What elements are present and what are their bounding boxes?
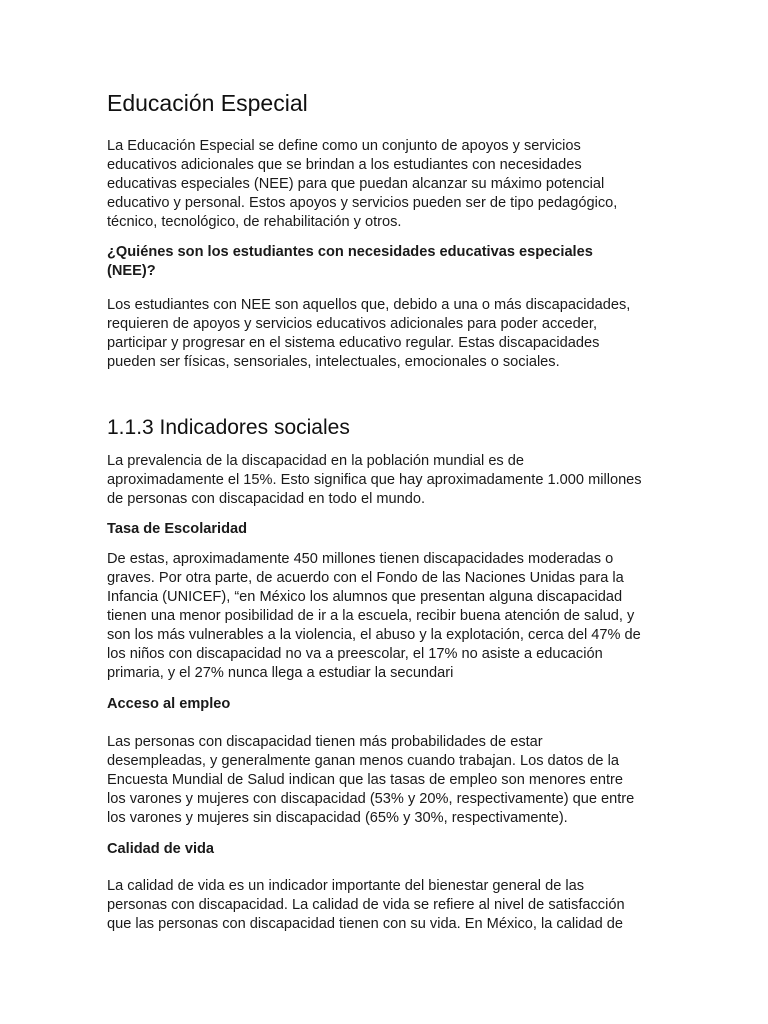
answer-line: Los estudiantes con NEE son aquellos que, debido a una o más discapacidades, bbox=[107, 297, 631, 313]
tasa-line: primaria, y el 27% nunca llega a estudiar la secundari bbox=[107, 665, 454, 681]
empleo-line: los varones y mujeres con discapacidad (53% y 20%, respectivamente) que entre bbox=[107, 791, 635, 807]
tasa-line: Infancia (UNICEF), “en México los alumnos que presentan alguna discapacidad bbox=[107, 589, 623, 605]
empleo-heading bbox=[107, 695, 667, 714]
prevalencia-line: La prevalencia de la discapacidad en la población mundial es de bbox=[107, 453, 525, 469]
tasa-line: son los más vulnerables a la violencia, el abuso y la explotación, cerca del 47% de bbox=[107, 627, 641, 643]
question-line: ¿Quiénes son los estudiantes con necesidades educativas especiales bbox=[107, 244, 593, 260]
answer-line: pueden ser físicas, sensoriales, intelectuales, emocionales o sociales. bbox=[107, 354, 560, 370]
intro-line: La Educación Especial se define como un conjunto de apoyos y servicios bbox=[107, 138, 581, 154]
intro-line: técnico, tecnológico, de rehabilitación y otros. bbox=[107, 214, 402, 230]
calidad-line: que las personas con discapacidad tienen con su vida. En México, la calidad de bbox=[107, 916, 623, 932]
question-line: (NEE)? bbox=[107, 263, 156, 279]
empleo-line: Las personas con discapacidad tienen más probabilidades de estar bbox=[107, 734, 543, 750]
document-title: Educación Especial bbox=[107, 90, 308, 116]
intro-paragraph bbox=[107, 137, 667, 232]
tasa-line: graves. Por otra parte, de acuerdo con el Fondo de las Naciones Unidas para la bbox=[107, 570, 624, 586]
empleo-line: los varones y mujeres sin discapacidad (65% y 30%, respectivamente). bbox=[107, 810, 568, 826]
answer-line: requieren de apoyos y servicios educativos adicionales para poder acceder, bbox=[107, 316, 597, 332]
calidad-paragraph bbox=[107, 877, 667, 934]
question-heading bbox=[107, 243, 667, 281]
calidad-heading-text: Calidad de vida bbox=[107, 841, 215, 857]
empleo-line: Encuesta Mundial de Salud indican que las tasas de empleo son menores entre bbox=[107, 772, 623, 788]
intro-line: educativo y personal. Estos apoyos y servicios pueden ser de tipo pedagógico, bbox=[107, 195, 618, 211]
prevalencia-line: de personas con discapacidad en todo el mundo. bbox=[107, 491, 426, 507]
intro-line: educativas especiales (NEE) para que puedan alcanzar su máximo potencial bbox=[107, 176, 605, 192]
tasa-heading bbox=[107, 520, 667, 539]
tasa-heading-text: Tasa de Escolaridad bbox=[107, 521, 248, 537]
indicadores-heading: 1.1.3 Indicadores sociales bbox=[107, 416, 350, 439]
empleo-paragraph bbox=[107, 733, 667, 828]
intro-line: educativos adicionales que se brindan a los estudiantes con necesidades bbox=[107, 157, 582, 173]
empleo-line: desempleadas, y generalmente ganan menos cuando trabajan. Los datos de la bbox=[107, 753, 619, 769]
prevalencia-line: aproximadamente el 15%. Esto significa que hay aproximadamente 1.000 millones bbox=[107, 472, 642, 488]
answer-paragraph bbox=[107, 296, 667, 372]
prevalencia-paragraph bbox=[107, 452, 667, 509]
tasa-paragraph bbox=[107, 550, 667, 683]
calidad-heading bbox=[107, 840, 667, 859]
calidad-line: La calidad de vida es un indicador importante del bienestar general de las bbox=[107, 878, 585, 894]
tasa-line: tienen una menor posibilidad de ir a la escuela, recibir buena atención de salud, y bbox=[107, 608, 635, 624]
tasa-line: De estas, aproximadamente 450 millones tienen discapacidades moderadas o bbox=[107, 551, 614, 567]
tasa-line: los niños con discapacidad no va a preescolar, el 17% no asiste a educación bbox=[107, 646, 603, 662]
empleo-heading-text: Acceso al empleo bbox=[107, 696, 231, 712]
calidad-line: personas con discapacidad. La calidad de vida se refiere al nivel de satisfacción bbox=[107, 897, 625, 913]
answer-line: participar y progresar en el sistema educativo regular. Estas discapacidades bbox=[107, 335, 600, 351]
